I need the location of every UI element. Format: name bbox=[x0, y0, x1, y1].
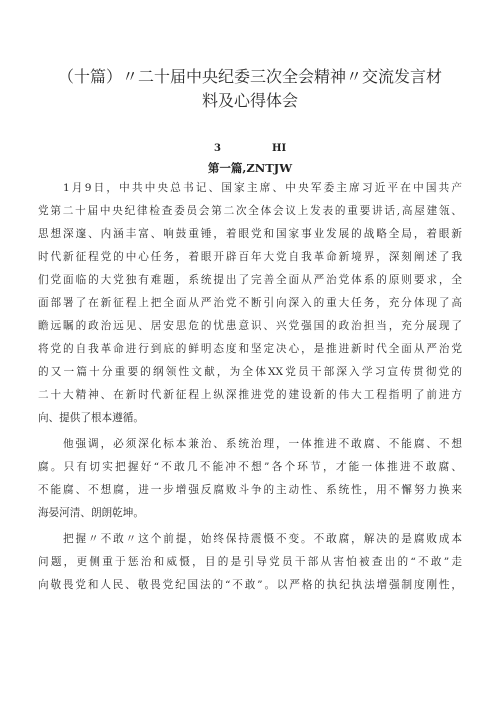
body-line: 们党面临的大党独有难题，系统提出了完善全面从严治党体系的原则要求，全 bbox=[38, 274, 462, 286]
body-line: 把握〃不敢〃这个前提，始终保持震慑不变。不敢腐，解决的是腐败成本 bbox=[63, 533, 462, 545]
body-line: 思想深邃、内涵丰富、响鼓重锤，着眼党和国家事业发展的战略全局，着眼新 bbox=[38, 228, 462, 240]
header-mark-number: 3 bbox=[214, 143, 221, 154]
body-line: 时代新征程党的中心任务，着眼开辟百年大党自我革命新境界，深刻阐述了我 bbox=[38, 251, 462, 263]
body-line: 的又一篇十分重要的纲领性文献，为全体XX党员干部深入学习宣传贯彻党的 bbox=[38, 366, 462, 378]
section-heading: 第一篇,ZNTJW bbox=[207, 161, 293, 175]
body-line: 二十大精神、在新时代新征程上纵深推进党的建设新的伟大工程指明了前进方 bbox=[38, 389, 462, 401]
document-title-line-2: 料及心得体会 bbox=[201, 91, 298, 110]
header-mark-text: HI bbox=[272, 143, 287, 154]
document-title-line-1: （十篇）〃二十届中央纪委三次全会精神〃交流发言材 bbox=[57, 67, 442, 86]
body-line: 腐。只有切实把握好“不敢几不能冲不想”各个环节，才能一体推进不敢腐、 bbox=[38, 461, 462, 473]
body-line: 海晏河清、朗朗乾坤。 bbox=[38, 507, 144, 519]
body-line: 将党的自我革命进行到底的鲜明态度和坚定决心，是推进新时代全面从严治党 bbox=[38, 343, 462, 355]
body-line: 问题，更侧重于惩治和威慑，目的是引导党员干部从害怕被查出的“不敢”走 bbox=[38, 556, 462, 568]
body-line: 面部署了在新征程上把全面从严治党不断引向深入的重大任务，充分体现了高 bbox=[38, 297, 462, 309]
body-line: 他强调，必须深化标本兼治、系统治理，一体推进不敢腐、不能腐、不想 bbox=[63, 438, 462, 450]
body-line: 向、提供了根本遵循。 bbox=[38, 412, 144, 424]
body-line: 1月9日，中共中央总书记、国家主席、中央军委主席习近平在中国共产 bbox=[63, 182, 462, 194]
body-line: 不能腐、不想腐，进一步增强反腐败斗争的主动性、系统性，用不懈努力换来 bbox=[38, 484, 462, 496]
body-line: 瞻远瞩的政治远见、居安思危的忧患意识、兴党强国的政治担当，充分展现了 bbox=[38, 320, 462, 332]
body-line: 向敬畏党和人民、敬畏党纪国法的“不敢”。以严格的执纪执法增强制度刚性， bbox=[38, 579, 462, 591]
body-line: 党第二十届中央纪律检查委员会第二次全体会议上发表的重要讲话,高屋建瓴、 bbox=[38, 205, 462, 217]
